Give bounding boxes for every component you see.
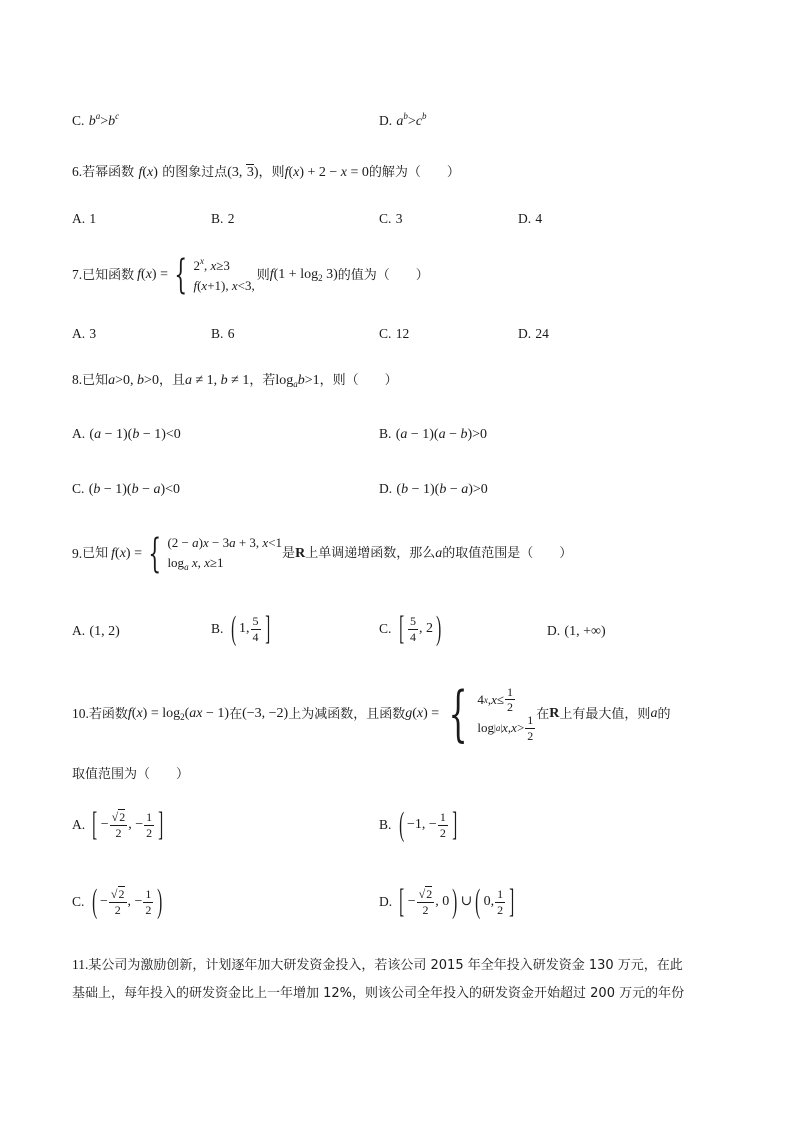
question-number: 8. [72,372,83,387]
option-expr: ( 1, $\frac{5}{4}$ ] [230,610,270,647]
option-label: D. [518,326,532,341]
option-label: B. [379,817,392,833]
option-label: A. [72,426,86,441]
q5-option-c-expr: $b^a>b^c$ [88,111,120,129]
option-label: C. [72,481,85,496]
option-label: C. [379,211,392,226]
option-expr: (b − 1)(b − a)>0 [396,482,488,497]
option-value: 6 [227,326,235,341]
option-expr: (a − 1)(a − b)>0 [395,427,488,442]
option-value: 3 [89,326,97,341]
brace-icon: { [448,679,468,749]
option-label: D. [547,623,561,638]
option-value: 1 [89,211,97,226]
q9-option-d [547,624,606,639]
q7-expr: $f(1 + \log_2 3)$ [269,266,338,283]
q9-option-c [379,612,444,646]
option-label: D. [379,113,393,128]
q10-option-c [72,885,166,919]
q8-option-b [379,427,487,442]
stem-text: 已知函数 [82,267,135,283]
q10-f: $f(x) = \log_2(ax - 1)$ [127,705,230,722]
stem-text: ，若 [249,373,276,388]
question-number: 11. [72,957,89,972]
q9-option-a [72,624,120,639]
q7-piecewise: 2$^x$, x≥3 f(x+1), x<3, [193,256,255,293]
stem-text: 若函数 [88,706,128,722]
real-set-symbol: R [295,545,306,561]
q8-cond2: a ≠ 1, b ≠ 1 [184,373,250,388]
stem-text: 某公司为激励创新，计划逐年加大研发资金投入，若该公司 2015 年全年投入研发资金 130 万元，在此 [88,958,683,973]
q5-option-d [379,112,427,129]
q7-option-c [379,327,409,342]
q11-line1 [72,958,683,972]
q6-option-c [379,212,402,227]
q6-option-b [211,212,234,227]
q7-option-d [518,327,549,342]
stem-text: 若幂函数 [82,165,135,180]
q6-equation: f(x) + 2 − x = 0 [284,165,369,180]
option-label: D. [518,211,532,226]
option-value: 12 [395,326,410,341]
option-expr: [ $\frac{5}{4}$ , 2 ) [398,610,442,647]
brace-icon: { [148,530,162,577]
question-number: 10. [72,706,89,722]
stem-text: 上单调递增函数，那么 [305,546,436,561]
option-expr: ( − $\frac{√2}{2}$ , − $\frac{1}{2}$ ) [91,883,163,920]
q6-option-d [518,212,542,227]
q9-piecewise: (2 − a)x − 3a + 3, x<1 $\log_a x$, x≥1 [167,535,283,572]
q8-stem [72,373,398,389]
q11-line2: 基础上，每年投入的研发资金比上一年增加 12%，则该公司全年投入的研发资金开始超过 200 万元的年份 [72,986,685,1001]
option-label: B. [379,426,392,441]
stem-text: ，且 [158,373,185,388]
stem-text: 上为减函数，且函数 [288,706,406,722]
option-label: B. [211,621,224,637]
q7-option-b [211,327,234,342]
q9-option-b [211,612,273,646]
stem-text: 的值为（ ） [337,267,429,283]
q7-stem [72,252,429,298]
q9-func: f(x) = [111,545,142,561]
q10-stem: 10. 若函数 $f(x) = \log_2(ax - 1)$ 在 (−3, −2) 上为减函数，且函数 g(x) = { 4 x , x ≤ $\frac{1}{2}$ log |a| x , x > $\frac{1}{2}$ 在 R 上有最大值，则 a 的 [72,679,671,749]
option-label: A. [72,211,86,226]
option-label: C. [72,113,85,128]
q10-g: g(x) = [405,706,440,721]
option-value: 24 [535,326,549,341]
q6-point: (3, 3) [227,165,259,180]
stem-text: 的 [657,706,671,722]
stem-text: ，则（ ） [319,373,398,388]
option-value: 3 [395,211,403,226]
q10-option-b [379,808,460,842]
option-expr: (b − 1)(b − a)<0 [88,482,181,497]
q8-cond1: a>0, b>0 [108,373,159,388]
question-number: 9. [72,545,83,561]
option-value: 4 [535,211,543,226]
q5-option-c [72,112,119,129]
stem-text: 的取值范围是（ ） [442,546,573,561]
q9-stem: 9. 已知 f(x) = { (2 − a)x − 3a + 3, x<1 $\log_a x$, x≥1 是 R 上单调递增函数，那么 a 的取值范围是（ ） [72,530,573,577]
option-expr: [ − $\frac{√2}{2}$ , − $\frac{1}{2}$ ] [92,806,164,843]
q10-option-a [72,808,166,842]
q8-option-a [72,427,181,442]
q7-option-a [72,327,96,342]
option-expr: ( −1, − $\frac{1}{2}$ ] [398,806,458,843]
option-label: C. [379,621,392,637]
option-value: 2 [227,211,235,226]
option-expr: [ − $\frac{√2}{2}$ , 0 ) ∪ ( 0, $\frac{1}{2}$ ] [399,883,515,920]
q8-option-d [379,482,488,497]
q8-cond3: $\log_ab>1$ [275,373,320,389]
stem-text: 则 [256,267,270,283]
stem-text: 在 [536,706,550,722]
q7-func: f(x) = [137,267,168,282]
q10-stem-line2: 取值范围为（ ） [72,767,190,782]
q6-stem [72,165,460,180]
q6-option-a [72,212,96,227]
stem-text: 的图象过点 [162,165,228,180]
stem-text: 已知 [82,373,109,388]
option-label: A. [72,817,86,833]
stem-text: 是 [282,546,296,561]
stem-text: 在 [229,706,243,722]
q6-func: f(x) [138,165,158,180]
option-expr: (a − 1)(b − 1)<0 [89,427,181,442]
q8-option-c [72,482,180,497]
option-label: A. [72,326,86,341]
option-label: C. [72,894,85,910]
brace-icon: { [174,252,188,298]
stem-text: 上有最大值，则 [559,706,651,722]
q10-option-d [379,885,517,919]
option-label: B. [211,211,224,226]
option-label: D. [379,894,393,910]
option-label: C. [379,326,392,341]
q10-piecewise: 4 x , x ≤ $\frac{1}{2}$ log |a| x , x > $\frac{1}{2}$ [477,684,534,743]
question-number: 7. [72,267,83,283]
real-set-symbol: R [549,706,560,721]
stem-text: 的解为（ ） [368,165,460,180]
q10-interval: (−3, −2) [242,706,289,721]
option-label: A. [72,623,86,638]
option-label: D. [379,481,393,496]
stem-text: ，则 [258,165,285,180]
option-label: B. [211,326,224,341]
q5-option-d-expr: $a^b>c^b$ [396,111,427,129]
option-expr: (1, 2) [89,624,120,639]
question-number: 6. [72,164,83,179]
stem-text: 已知 [82,546,109,561]
option-expr: (1, +∞) [564,624,606,639]
